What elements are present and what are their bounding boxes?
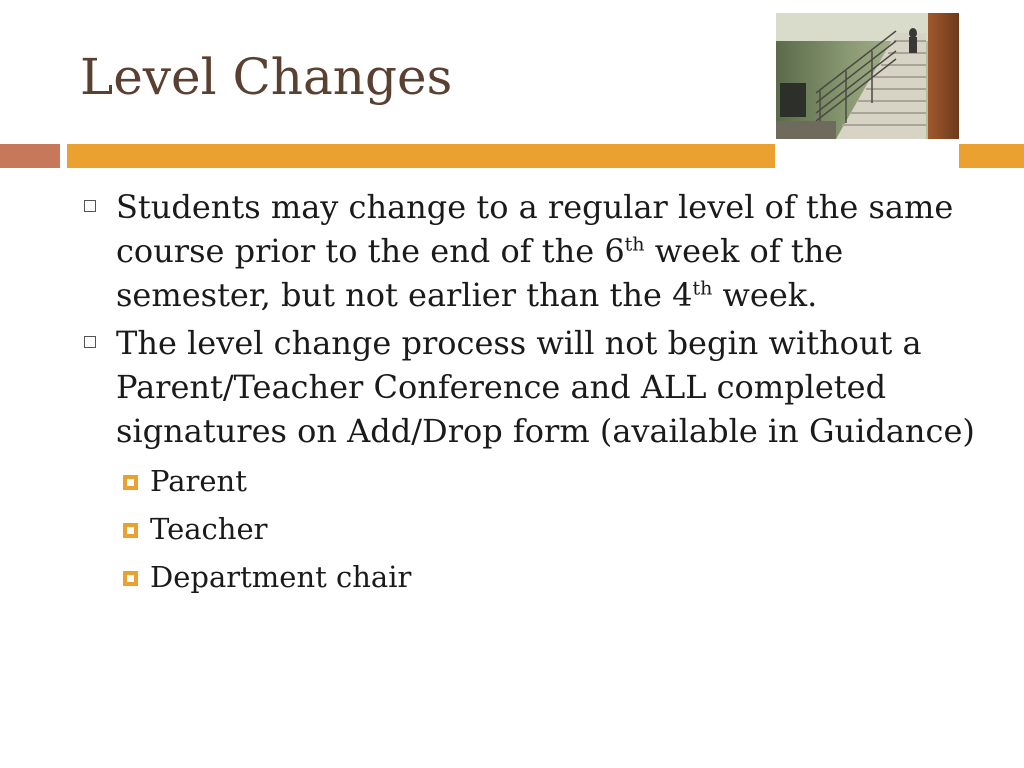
bullet-list (80, 185, 980, 601)
accent-bar-main (67, 144, 775, 168)
hollow-square-bullet-icon (84, 200, 96, 212)
orange-square-bullet-icon (123, 571, 138, 586)
sub-bullet-text: Teacher (150, 512, 268, 546)
hollow-square-bullet-icon (84, 336, 96, 348)
sub-bullet-item (80, 553, 980, 601)
sub-bullet-text: Parent (150, 464, 247, 498)
accent-bar-left (0, 144, 60, 168)
orange-square-bullet-icon (123, 475, 138, 490)
accent-bar-right (959, 144, 1024, 168)
orange-square-bullet-icon (123, 523, 138, 538)
bullet-text: week. (712, 276, 818, 314)
sub-bullet-item (80, 505, 980, 553)
superscript: th (692, 277, 713, 300)
sub-bullet-text: Department chair (150, 560, 412, 594)
sub-bullet-item (80, 457, 980, 505)
bullet-item (80, 321, 980, 453)
bullet-text: week of the semester, but not earlier than the 4 (116, 232, 844, 314)
bullet-text: The level change process will not begin without a Parent/Teacher Conference and ALL completed signatures on Add/Drop form (available in Guidance) (116, 324, 975, 450)
slide-title: Level Changes (80, 48, 453, 106)
staircase-photo (776, 13, 959, 139)
bullet-text: Students may change to a regular level of the same course prior to the end of the 6 (116, 188, 954, 270)
bullet-item (80, 185, 980, 317)
superscript: th (624, 233, 645, 256)
